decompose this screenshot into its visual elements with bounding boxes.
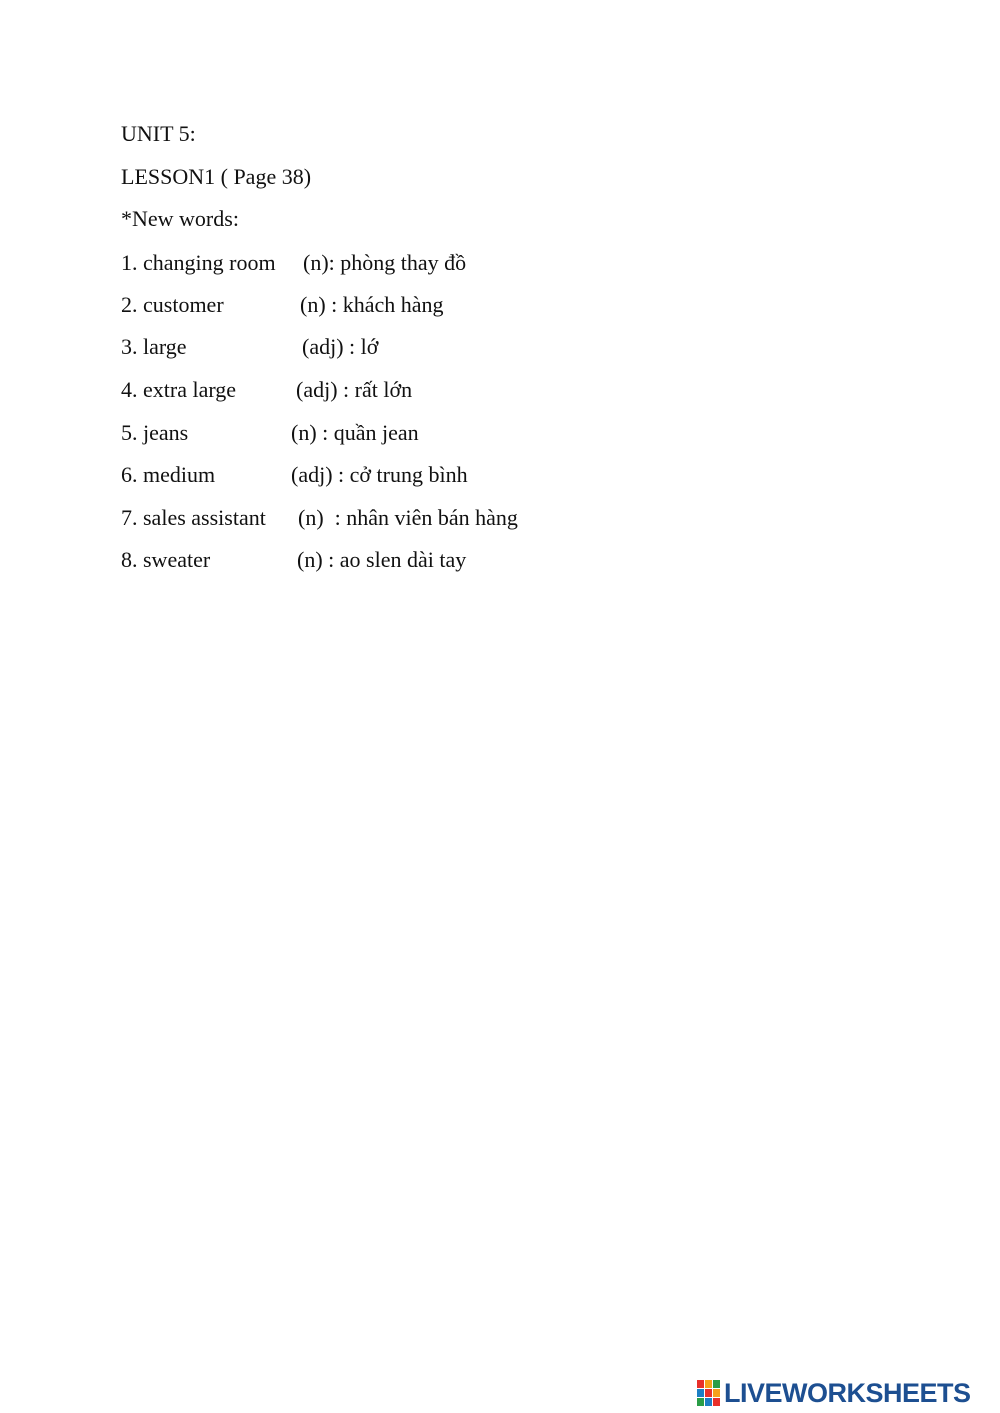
vocab-word: 3. large — [121, 334, 187, 359]
vocab-item — [121, 334, 821, 360]
vocab-item — [121, 420, 821, 446]
vocab-definition: (adj) : cở trung bình — [291, 462, 468, 487]
vocab-word: 4. extra large — [121, 377, 237, 402]
vocab-definition: (n) : quần jean — [291, 420, 419, 445]
vocab-word: 5. jeans — [121, 420, 189, 445]
section-heading: *New words: — [121, 206, 239, 231]
vocab-word: 8. sweater — [121, 547, 211, 572]
liveworksheets-watermark — [697, 1377, 997, 1409]
vocab-definition: (n) : nhân viên bán hàng — [298, 505, 518, 530]
lesson-heading: LESSON1 ( Page 38) — [121, 164, 312, 189]
logo-square — [705, 1380, 712, 1388]
logo-square — [697, 1389, 704, 1397]
vocab-item — [121, 377, 821, 403]
watermark-text: LIVEWORKSHEETS — [724, 1378, 971, 1408]
vocab-item — [121, 547, 821, 573]
vocab-definition: (adj) : lớ — [302, 334, 379, 359]
logo-square — [705, 1398, 712, 1406]
vocab-word: 2. customer — [121, 292, 224, 317]
vocab-item — [121, 292, 821, 318]
logo-square — [713, 1389, 720, 1397]
vocab-word: 6. medium — [121, 462, 216, 487]
vocab-word: 1. changing room — [121, 250, 276, 275]
logo-square — [697, 1380, 704, 1388]
logo-square — [697, 1398, 704, 1406]
vocab-definition: (n) : khách hàng — [300, 292, 444, 317]
logo-square — [713, 1398, 720, 1406]
vocab-definition: (n) : ao slen dài tay — [297, 547, 467, 572]
vocab-definition: (adj) : rất lớn — [296, 377, 413, 402]
vocab-item — [121, 462, 821, 488]
logo-square — [705, 1389, 712, 1397]
unit-heading: UNIT 5: — [121, 121, 196, 146]
liveworksheets-logo-icon — [697, 1380, 720, 1406]
vocab-item — [121, 250, 821, 276]
logo-square — [713, 1380, 720, 1388]
vocab-word: 7. sales assistant — [121, 505, 266, 530]
vocab-definition: (n): phòng thay đồ — [303, 250, 467, 275]
vocab-item — [121, 505, 821, 531]
